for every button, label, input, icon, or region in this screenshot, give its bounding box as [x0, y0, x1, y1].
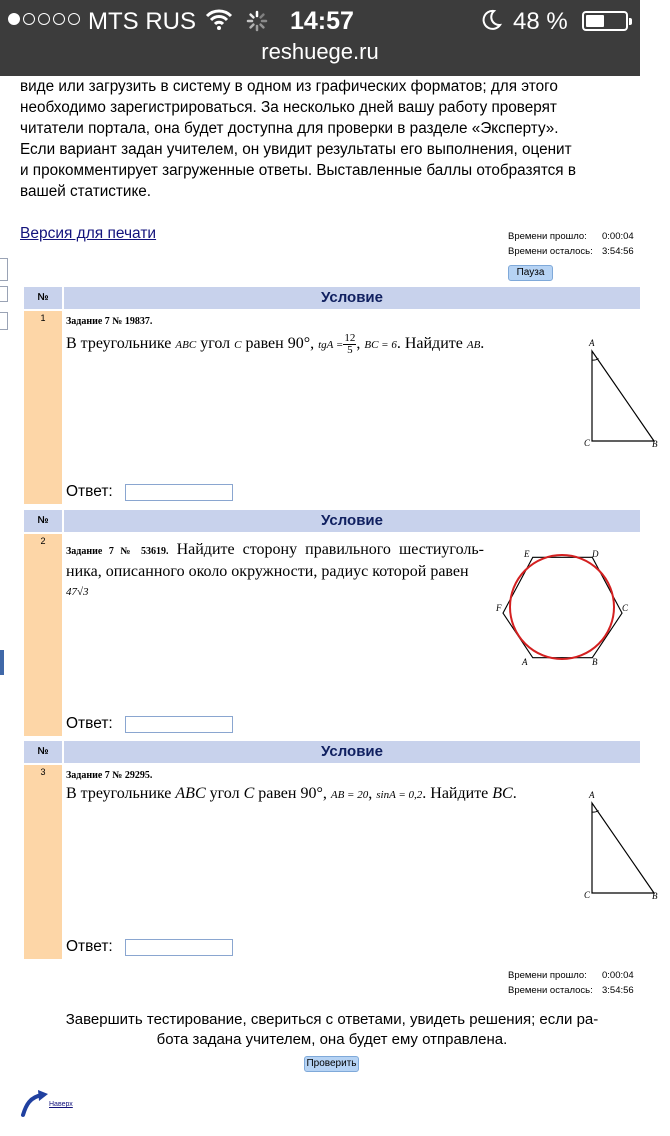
triangle-figure — [560, 329, 670, 449]
condition-header: Условие — [64, 741, 640, 763]
timer-bottom — [508, 968, 634, 998]
activity-spinner-icon — [246, 10, 268, 32]
elapsed-value: 0:00:04 — [602, 231, 634, 242]
task-label: Задание 7 № 29295. — [66, 770, 153, 781]
table-header — [24, 741, 640, 763]
vertex-b: B — [652, 439, 658, 449]
finish-text — [24, 1010, 640, 1050]
vertex-b: B — [652, 891, 658, 901]
num-header: № — [24, 287, 62, 309]
answer-label: Ответ: — [66, 715, 113, 732]
table-header — [24, 287, 640, 309]
condition-header: Условие — [64, 287, 640, 309]
battery-percentage: 48 % — [513, 8, 568, 35]
intro-line: вашей статистике. — [20, 183, 152, 200]
task-body — [64, 765, 658, 959]
num-header: № — [24, 741, 62, 763]
task-number: 2 — [24, 534, 62, 736]
intro-line: Если вариант задан учителем, он увидит результаты его выполнения, оценит — [20, 141, 572, 158]
task-label: Задание 7 № 19837. — [66, 316, 153, 327]
clock: 14:57 — [290, 7, 354, 35]
elapsed-label: Времени прошло: — [508, 231, 587, 242]
table-header — [24, 510, 640, 532]
intro-text — [20, 76, 660, 202]
radius-value: 47√3 — [66, 586, 89, 598]
check-button[interactable]: Проверить — [304, 1056, 359, 1072]
intro-line: читатели портала, она будет доступна для проверки в разделе «Эксперту». — [20, 120, 559, 137]
edge-control[interactable] — [0, 286, 8, 302]
task-label: Задание 7 № 53619. — [66, 546, 169, 557]
browser-top-bar — [0, 0, 640, 76]
fraction: $\frac{12}{5}$ — [344, 332, 356, 356]
vertex-b: B — [592, 657, 598, 667]
status-bar — [0, 0, 640, 40]
task-block — [24, 287, 658, 504]
edge-control[interactable] — [0, 258, 8, 281]
task-text: Задание 7 № 53619. Найдите сторону правильного шестиуголь- ника, описанного около окружности, радиус которой равен 47√3 — [66, 540, 484, 602]
elapsed-value: 0:00:04 — [602, 970, 634, 981]
vertex-c: C — [584, 890, 591, 900]
edge-indicator — [0, 650, 4, 675]
task-block — [24, 741, 658, 959]
back-to-top-arrow-icon[interactable] — [20, 1089, 50, 1117]
do-not-disturb-moon-icon — [480, 9, 502, 31]
task-number: 3 — [24, 765, 62, 959]
vertex-a: A — [522, 657, 528, 667]
answer-input[interactable] — [125, 484, 233, 501]
battery-icon — [582, 11, 628, 31]
finish-line: Завершить тестирование, свериться с ответами, увидеть решения; если ра- — [65, 1011, 599, 1028]
timer-top — [508, 229, 634, 259]
task-body — [64, 534, 640, 736]
finish-line: бота задана учителем, она будет ему отправлена. — [156, 1031, 508, 1048]
edge-control[interactable] — [0, 312, 8, 330]
remaining-value: 3:54:56 — [602, 246, 634, 257]
address-bar[interactable]: reshuege.ru — [261, 39, 379, 64]
vertex-c: C — [622, 603, 629, 613]
remaining-label: Времени осталось: — [508, 246, 593, 257]
task-block — [24, 510, 640, 736]
vertex-a: A — [589, 790, 595, 800]
task-body — [64, 311, 658, 504]
intro-line: необходимо зарегистрироваться. За несколько дней вашу работу проверят — [20, 99, 557, 116]
answer-input[interactable] — [125, 939, 233, 956]
task-number: 1 — [24, 311, 62, 504]
num-header: № — [24, 510, 62, 532]
intro-line: виде или загрузить в систему в одном из графических форматов; для этого — [20, 78, 558, 95]
vertex-d: D — [592, 549, 599, 559]
task-text: В треугольнике ABC угол C равен 90°, tgA = $\frac{12}{5}$ , BC = 6. Найдите AB. — [66, 332, 485, 356]
carrier-name: MTS RUS — [88, 8, 196, 35]
task-text: В треугольнике ABC угол C равен 90°, AB = 20, sinA = 0,2. Найдите BC. — [66, 785, 517, 802]
vertex-c: C — [584, 438, 591, 448]
vertex-f: F — [496, 603, 502, 613]
answer-label: Ответ: — [66, 938, 113, 955]
answer-label: Ответ: — [66, 483, 113, 500]
back-to-top-link[interactable]: Наверх — [49, 1101, 73, 1108]
elapsed-label: Времени прошло: — [508, 970, 587, 981]
condition-header: Условие — [64, 510, 640, 532]
signal-strength-icon — [8, 13, 80, 25]
intro-line: и прокомментирует загруженные ответы. Выставленные баллы отобразятся в — [20, 162, 576, 179]
pause-button[interactable]: Пауза — [508, 265, 553, 281]
wifi-icon — [206, 8, 232, 30]
hexagon-figure — [496, 548, 636, 666]
remaining-value: 3:54:56 — [602, 985, 634, 996]
vertex-e: E — [524, 549, 530, 559]
vertex-a: A — [589, 338, 595, 348]
answer-input[interactable] — [125, 716, 233, 733]
triangle-figure — [560, 781, 670, 903]
remaining-label: Времени осталось: — [508, 985, 593, 996]
print-version-link[interactable]: Версия для печати — [20, 225, 157, 242]
